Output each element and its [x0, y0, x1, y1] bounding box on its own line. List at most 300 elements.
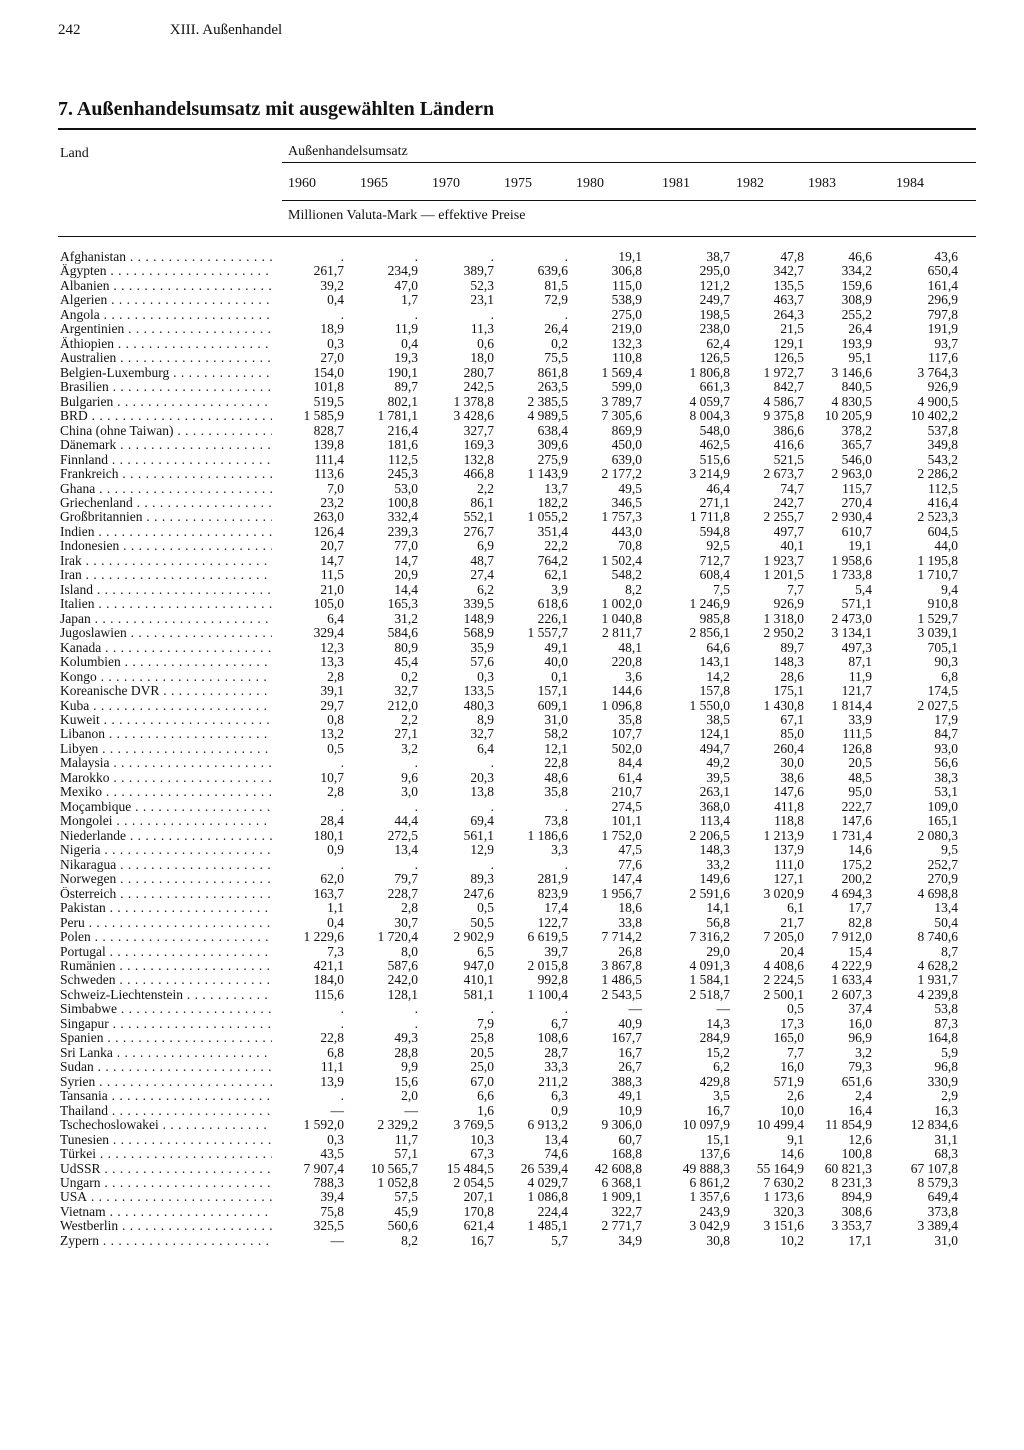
cell-value: 1 186,6: [527, 827, 568, 843]
cell-value: 1 002,0: [601, 596, 642, 612]
cell-value: 1 485,1: [527, 1218, 568, 1234]
cell-value: 121,7: [841, 683, 872, 699]
cell-value: 249,7: [699, 292, 730, 308]
cell-value: 7 316,2: [689, 929, 730, 945]
cell-value: 2 902,9: [453, 929, 494, 945]
cell-value: 0,5: [477, 900, 494, 916]
cell-value: 224,4: [537, 1203, 568, 1219]
cell-value: 16,4: [848, 1102, 872, 1118]
cell-value: 22,8: [320, 1030, 344, 1046]
cell-value: .: [340, 1001, 344, 1017]
cell-value: 7,5: [713, 581, 730, 597]
cell-value: 56,8: [706, 914, 730, 930]
cell-value: 7,9: [477, 1015, 494, 1031]
year-header: 1975: [504, 176, 532, 191]
cell-value: 14,4: [394, 581, 418, 597]
cell-value: 117,6: [928, 350, 958, 366]
cell-value: 20,3: [470, 769, 494, 785]
cell-value: 3,2: [401, 740, 418, 756]
cell-value: 11,9: [394, 321, 418, 337]
cell-value: 2 930,4: [831, 509, 872, 525]
cell-value: 11,3: [470, 321, 494, 337]
table-row: [0, 1118, 1024, 1132]
cell-value: 610,7: [841, 523, 872, 539]
cell-value: 1 086,8: [527, 1189, 568, 1205]
cell-value: 25,8: [470, 1030, 494, 1046]
country-name: Simbabwe . . .: [60, 1002, 272, 1016]
cell-value: 537,8: [927, 422, 958, 438]
cell-value: 651,6: [841, 1073, 872, 1089]
cell-value: 462,5: [699, 437, 730, 453]
cell-value: 6 861,2: [689, 1175, 730, 1190]
cell-value: 8 740,6: [917, 929, 958, 945]
table-row: [0, 380, 1024, 394]
cell-value: .: [414, 1001, 418, 1017]
cell-value: 2,6: [787, 1088, 804, 1104]
cell-value: —: [628, 1001, 642, 1017]
cell-value: 2,4: [855, 1088, 872, 1104]
cell-value: 351,4: [537, 523, 568, 539]
country-name: Malaysia . . .: [60, 756, 272, 770]
cell-value: 10,3: [470, 1131, 494, 1147]
table-row: [0, 742, 1024, 756]
cell-value: 561,1: [463, 827, 494, 843]
cell-value: 1 378,8: [453, 393, 494, 409]
cell-value: 1 173,6: [763, 1189, 804, 1205]
cell-value: 165,0: [773, 1030, 804, 1046]
cell-value: 2 591,6: [689, 885, 730, 901]
country-name: Rumänien . . .: [60, 959, 272, 973]
table-row: [0, 482, 1024, 496]
table-row: [0, 1046, 1024, 1060]
cell-value: 1 585,9: [303, 408, 344, 424]
country-name: Indonesien . . .: [60, 539, 272, 553]
cell-value: 96,9: [848, 1030, 872, 1046]
cell-value: 73,8: [544, 813, 568, 829]
cell-value: 1 100,4: [527, 986, 568, 1002]
cell-value: 560,6: [387, 1218, 418, 1234]
cell-value: 53,8: [934, 1001, 958, 1017]
cell-value: 13,4: [394, 842, 418, 858]
cell-value: .: [340, 249, 344, 264]
cell-value: 26 539,4: [520, 1160, 568, 1176]
cell-value: 133,5: [463, 683, 494, 699]
cell-value: 11,1: [320, 1059, 344, 1075]
cell-value: 705,1: [927, 639, 958, 655]
cell-value: 6 913,2: [527, 1117, 568, 1133]
country-name: Vietnam . . .: [60, 1205, 272, 1219]
cell-value: 275,0: [611, 306, 642, 322]
cell-value: 111,4: [314, 451, 344, 467]
cell-value: 17,9: [934, 712, 958, 727]
cell-value: 135,5: [773, 277, 804, 293]
cell-value: 13,4: [544, 1131, 568, 1147]
cell-value: 0,3: [327, 1131, 344, 1147]
cell-value: 0,3: [477, 668, 494, 684]
cell-value: 49,2: [706, 755, 730, 771]
cell-value: 0,2: [551, 335, 568, 351]
cell-value: 802,1: [387, 393, 418, 409]
cell-value: 6,4: [477, 740, 494, 756]
cell-value: 1 040,8: [601, 610, 642, 626]
cell-value: 89,7: [780, 639, 804, 655]
cell-value: 571,9: [773, 1073, 804, 1089]
cell-value: 126,8: [841, 740, 872, 756]
cell-value: 334,2: [841, 263, 872, 279]
cell-value: 17,1: [848, 1232, 872, 1248]
cell-value: 8 004,3: [689, 408, 730, 424]
cell-value: 14,6: [780, 1146, 804, 1162]
cell-value: 39,4: [320, 1189, 344, 1205]
cell-value: 842,7: [773, 379, 804, 395]
top-rule: [58, 128, 976, 130]
cell-value: 10,9: [618, 1102, 642, 1118]
country-name: Griechenland . . .: [60, 496, 272, 510]
country-name: USA . . .: [60, 1190, 272, 1204]
cell-value: .: [414, 249, 418, 264]
cell-value: 93,0: [934, 740, 958, 756]
header-unit: Millionen Valuta-Mark — effektive Preise: [288, 208, 526, 223]
country-name: Peru . . .: [60, 916, 272, 930]
cell-value: 16,0: [780, 1059, 804, 1075]
cell-value: 327,7: [463, 422, 494, 438]
cell-value: 280,7: [463, 364, 494, 380]
cell-value: 20,5: [848, 755, 872, 771]
cell-value: 2,8: [327, 784, 344, 800]
cell-value: 38,5: [706, 712, 730, 727]
country-name: Mexiko . . .: [60, 785, 272, 799]
cell-value: 3 764,3: [917, 364, 958, 380]
cell-value: 1 814,4: [831, 697, 872, 713]
cell-value: 421,1: [313, 957, 344, 973]
cell-value: 926,9: [927, 379, 958, 395]
cell-value: 7 912,0: [831, 929, 872, 945]
table-row: [0, 525, 1024, 539]
cell-value: 10,7: [320, 769, 344, 785]
cell-value: 46,6: [848, 249, 872, 264]
country-name: Zypern . . .: [60, 1234, 272, 1248]
cell-value: 29,7: [320, 697, 344, 713]
table-row: [0, 322, 1024, 336]
cell-value: 242,5: [463, 379, 494, 395]
cell-value: 2 385,5: [527, 393, 568, 409]
table-row: [0, 264, 1024, 278]
cell-value: 450,0: [611, 437, 642, 453]
year-header: 1965: [360, 176, 388, 191]
cell-value: 72,9: [544, 292, 568, 308]
cell-value: 985,8: [699, 610, 730, 626]
country-name: Sudan . . .: [60, 1060, 272, 1074]
country-name: Afghanistan . . .: [60, 250, 272, 264]
cell-value: 1 956,7: [601, 885, 642, 901]
country-name: Tschechoslowakei . . .: [60, 1118, 272, 1132]
table-row: [0, 641, 1024, 655]
cell-value: 2 543,5: [601, 986, 642, 1002]
country-name: Frankreich . . .: [60, 467, 272, 481]
table-row: [0, 554, 1024, 568]
cell-value: 126,4: [313, 523, 344, 539]
cell-value: 105,0: [313, 596, 344, 612]
cell-value: 245,3: [387, 466, 418, 482]
table-row: [0, 424, 1024, 438]
cell-value: 18,0: [470, 350, 494, 366]
cell-value: 0,2: [401, 668, 418, 684]
cell-value: .: [564, 1001, 568, 1017]
table-row: [0, 945, 1024, 959]
cell-value: 95,0: [848, 784, 872, 800]
cell-value: 9,1: [787, 1131, 804, 1147]
table-row: [0, 814, 1024, 828]
cell-value: —: [404, 1102, 418, 1118]
cell-value: 38,3: [934, 769, 958, 785]
cell-value: 270,9: [927, 871, 958, 887]
cell-value: 410,1: [463, 972, 494, 988]
cell-value: 618,6: [537, 596, 568, 612]
table-row: [0, 583, 1024, 597]
table-row: [0, 250, 1024, 264]
cell-value: 74,7: [780, 480, 804, 496]
country-name: BRD . . .: [60, 409, 272, 423]
cell-value: 5,7: [551, 1232, 568, 1248]
cell-value: 638,4: [537, 422, 568, 438]
cell-value: 193,9: [841, 335, 872, 351]
cell-value: 6,8: [327, 1044, 344, 1060]
cell-value: 1,1: [327, 900, 344, 916]
cell-value: 7,7: [787, 1044, 804, 1060]
cell-value: 57,6: [470, 654, 494, 670]
cell-value: 20,7: [320, 538, 344, 554]
cell-value: 84,7: [934, 726, 958, 742]
cell-value: 101,1: [611, 813, 642, 829]
country-name: China (ohne Taiwan) . . .: [60, 424, 272, 438]
cell-value: 552,1: [463, 509, 494, 525]
cell-value: 100,8: [387, 494, 418, 510]
table-row: [0, 1031, 1024, 1045]
cell-value: 28,4: [320, 813, 344, 829]
cell-value: 33,9: [848, 712, 872, 727]
cell-value: 184,0: [313, 972, 344, 988]
cell-value: 110,8: [612, 350, 642, 366]
country-name: Libyen . . .: [60, 742, 272, 756]
cell-value: 2 518,7: [689, 986, 730, 1002]
cell-value: 40,9: [618, 1015, 642, 1031]
cell-value: 167,7: [611, 1030, 642, 1046]
cell-value: 14,3: [706, 1015, 730, 1031]
cell-value: 16,7: [706, 1102, 730, 1118]
country-name: Albanien . . .: [60, 279, 272, 293]
section-title: 7. Außenhandelsumsatz mit ausgewählten Ländern: [58, 98, 495, 120]
cell-value: 86,1: [470, 494, 494, 510]
cell-value: 3 389,4: [917, 1218, 958, 1234]
table-row: [0, 308, 1024, 322]
cell-value: 639,0: [611, 451, 642, 467]
cell-value: 4 586,7: [763, 393, 804, 409]
cell-value: 2 224,5: [763, 972, 804, 988]
country-name: Jugoslawien . . .: [60, 626, 272, 640]
cell-value: 502,0: [611, 740, 642, 756]
cell-value: 181,6: [387, 437, 418, 453]
cell-value: 137,9: [773, 842, 804, 858]
cell-value: .: [414, 306, 418, 322]
cell-value: 6,7: [551, 1015, 568, 1031]
cell-value: 1 529,7: [917, 610, 958, 626]
cell-value: 207,1: [463, 1189, 494, 1205]
country-name: Niederlande . . .: [60, 829, 272, 843]
cell-value: 50,4: [934, 914, 958, 930]
cell-value: 1 195,8: [917, 552, 958, 568]
cell-value: 126,5: [699, 350, 730, 366]
cell-value: 389,7: [463, 263, 494, 279]
cell-value: 1 584,1: [689, 972, 730, 988]
cell-value: 332,4: [387, 509, 418, 525]
cell-value: 45,4: [394, 654, 418, 670]
cell-value: 13,3: [320, 654, 344, 670]
cell-value: 4 628,2: [917, 957, 958, 973]
cell-value: 33,3: [544, 1059, 568, 1075]
cell-value: 62,0: [320, 871, 344, 887]
cell-value: 2 080,3: [917, 827, 958, 843]
cell-value: 1 502,4: [601, 552, 642, 568]
cell-value: 2,8: [401, 900, 418, 916]
cell-value: 11,7: [394, 1131, 418, 1147]
table-row: [0, 756, 1024, 770]
cell-value: 60,7: [618, 1131, 642, 1147]
cell-value: 1 096,8: [601, 697, 642, 713]
cell-value: —: [716, 1001, 730, 1017]
cell-value: 8,2: [401, 1232, 418, 1248]
cell-value: .: [414, 798, 418, 814]
table-row: [0, 829, 1024, 843]
cell-value: 14,1: [706, 900, 730, 916]
cell-value: 165,3: [387, 596, 418, 612]
cell-value: 349,8: [927, 437, 958, 453]
table-row: [0, 1176, 1024, 1190]
cell-value: 264,3: [773, 306, 804, 322]
cell-value: 519,5: [313, 393, 344, 409]
table-row: [0, 453, 1024, 467]
table-row: [0, 496, 1024, 510]
cell-value: 87,1: [848, 654, 872, 670]
cell-value: 1,7: [401, 292, 418, 308]
cell-value: 191,9: [927, 321, 958, 337]
cell-value: 121,2: [699, 277, 730, 293]
cell-value: 3,2: [855, 1044, 872, 1060]
cell-value: 7 205,0: [763, 929, 804, 945]
cell-value: 10 205,9: [824, 408, 872, 424]
cell-value: 31,0: [934, 1232, 958, 1248]
cell-value: 2 856,1: [689, 625, 730, 641]
cell-value: 62,4: [706, 335, 730, 351]
cell-value: 10,2: [780, 1232, 804, 1248]
table-row: [0, 785, 1024, 799]
cell-value: 497,7: [773, 523, 804, 539]
cell-value: 621,4: [463, 1218, 494, 1234]
table-row: [0, 973, 1024, 987]
cell-value: 170,8: [463, 1203, 494, 1219]
country-name: Norwegen . . .: [60, 872, 272, 886]
cell-value: 2 950,2: [763, 625, 804, 641]
cell-value: 8,2: [625, 581, 642, 597]
table-row: [0, 887, 1024, 901]
cell-value: 13,7: [544, 480, 568, 496]
cell-value: 169,3: [463, 437, 494, 453]
cell-value: 67,0: [470, 1073, 494, 1089]
year-header: 1984: [896, 176, 924, 191]
cell-value: 31,1: [934, 1131, 958, 1147]
cell-value: 132,8: [463, 451, 494, 467]
cell-value: 8 579,3: [917, 1175, 958, 1190]
cell-value: 308,9: [841, 292, 872, 308]
cell-value: 53,1: [934, 784, 958, 800]
cell-value: 182,2: [537, 494, 568, 510]
cell-value: 3 020,9: [763, 885, 804, 901]
cell-value: 147,4: [611, 871, 642, 887]
cell-value: 58,2: [544, 726, 568, 742]
cell-value: 2 473,0: [831, 610, 872, 626]
cell-value: 255,2: [841, 306, 872, 322]
cell-value: 30,0: [780, 755, 804, 771]
cell-value: 275,9: [537, 451, 568, 467]
table-row: [0, 351, 1024, 365]
cell-value: 1 052,8: [377, 1175, 418, 1190]
cell-value: 159,6: [841, 277, 872, 293]
cell-value: 212,0: [387, 697, 418, 713]
cell-value: .: [490, 249, 494, 264]
cell-value: 107,7: [611, 726, 642, 742]
page-header: [58, 22, 282, 39]
cell-value: 40,1: [780, 538, 804, 554]
cell-value: 548,2: [611, 567, 642, 583]
cell-value: 39,2: [320, 277, 344, 293]
cell-value: 263,0: [313, 509, 344, 525]
cell-value: 49,1: [544, 639, 568, 655]
table-row: [0, 843, 1024, 857]
cell-value: 0,5: [327, 740, 344, 756]
table-row: [0, 655, 1024, 669]
cell-value: 609,1: [537, 697, 568, 713]
cell-value: 1 781,1: [377, 408, 418, 424]
cell-value: 39,7: [544, 943, 568, 959]
cell-value: 7 305,6: [601, 408, 642, 424]
cell-value: 45,9: [394, 1203, 418, 1219]
cell-value: 77,6: [618, 856, 642, 872]
cell-value: 1 486,5: [601, 972, 642, 988]
cell-value: 80,9: [394, 639, 418, 655]
cell-value: 18,6: [618, 900, 642, 916]
table-row: [0, 438, 1024, 452]
cell-value: 53,0: [394, 480, 418, 496]
cell-value: 62,1: [544, 567, 568, 583]
cell-value: 342,7: [773, 263, 804, 279]
cell-value: 2 811,7: [602, 625, 642, 641]
cell-value: 17,4: [544, 900, 568, 916]
cell-value: 480,3: [463, 697, 494, 713]
cell-value: .: [564, 798, 568, 814]
cell-value: .: [340, 798, 344, 814]
cell-value: 216,4: [387, 422, 418, 438]
cell-value: 47,0: [394, 277, 418, 293]
cell-value: 712,7: [699, 552, 730, 568]
cell-value: 322,7: [611, 1203, 642, 1219]
cell-value: 8,9: [477, 712, 494, 727]
cell-value: 0,9: [551, 1102, 568, 1118]
cell-value: 48,6: [544, 769, 568, 785]
country-name: Belgien-Luxemburg . . .: [60, 366, 272, 380]
country-name: Nikaragua . . .: [60, 858, 272, 872]
cell-value: 4 694,3: [831, 885, 872, 901]
cell-value: 7,7: [787, 581, 804, 597]
cell-value: 126,5: [773, 350, 804, 366]
